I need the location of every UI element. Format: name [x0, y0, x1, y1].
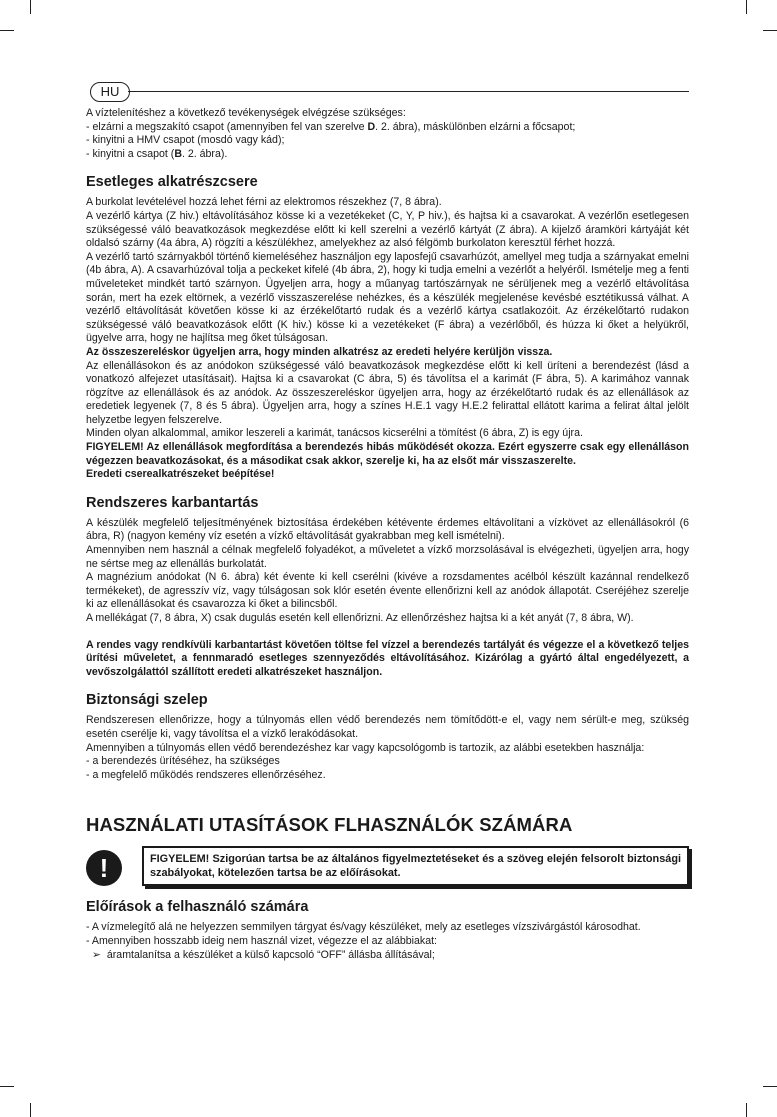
arrow-bullet-icon: ➢	[92, 948, 101, 961]
list-item: - a berendezés ürítéséhez, ha szükséges	[86, 755, 280, 768]
paragraph: A mellékágat (7, 8 ábra, X) csak dugulás esetén kell ellenőrizni. Az ellenőrzéshez hajtsa ki a két anyát (7, 8 ábra, W).	[86, 612, 634, 624]
intro-item: - kinyitni a csapot (B. 2. ábra).	[86, 147, 228, 160]
list-item: - Amennyiben hosszabb ideig nem használ vizet, végezze el az alábbiakat:	[86, 934, 437, 947]
warning-paragraph: FIGYELEM! Az ellenállások megfordítása a berendezés hibás működését okozza. Ezért egyszerre csak egy ellenálláson végezzen beavatkozásokat, és a másodikat csak akkor, szerelje ki, ha az elsőt már visszaszerelte.	[86, 441, 689, 467]
crop-mark	[30, 0, 31, 14]
crop-mark	[746, 1103, 747, 1117]
section-title-user-rules: Előírások a felhasználó számára	[86, 899, 309, 916]
crop-mark	[746, 0, 747, 14]
section-title-maintenance: Rendszeres karbantartás	[86, 494, 259, 511]
crop-mark	[0, 1086, 14, 1087]
crop-mark	[0, 30, 14, 31]
crop-mark	[763, 1086, 777, 1087]
paragraph: A vezérlő tartó szárnyakból történő kiemeléséhez használjon egy laposfejű csavarhúzót, amellyel meg tudja a szárnyakat emelni (4b ábra, A). A csavarhúzóval tolja a peckeket kifelé (4b ábra, 2), hogy ki tudja emelni a vezérlőt a helyéről. Ismételje meg a fenti műveleteket mindkét tartó szárnyon. Ügyeljen arra, hogy a műanyag tartószárnyak ne sérüljenek meg a vezérlő eltávolítása során, mert ha ezek eltörnek, a vezérlő visszaszerelése nehézkes, és a készülék megjelenése kevésbé esztétikussá válhat. A vezérlő eltávolítását követően kösse ki az érzékelőtartó rudak és a vezérlő kártya csatlakozóit. Az érzékelőtartó rudakon szükségessé váló beavatkozások előtt (K hiv.) kösse ki a vezetékeket (F ábra) a vezérlőből, és húzza ki őket a helyükről, ügyelve arra, hogy ne hajlítsa meg őket túlságosan.	[86, 250, 689, 345]
intro-item: - kinyitni a HMV csapot (mosdó vagy kád);	[86, 134, 285, 147]
paragraph-bold: A rendes vagy rendkívüli karbantartást követően töltse fel vízzel a berendezés tartályát és végezze el a következő teljes ürítési műveletet, a fennmaradó esetleges szennyeződés eltávolításához. Kizárólag a gyártó által engedélyezett, a vevőszolgálattól szállított eredeti alkatrészeket használjon.	[86, 638, 689, 678]
section-title-parts-replacement: Esetleges alkatrészcsere	[86, 174, 258, 191]
paragraph: Amennyiben nem használ a célnak megfelelő folyadékot, a műveletet a vízkő morzsolásával is elvégezheti, ügyeljen arra, hogy ne sértse meg az ellenállás burkolatát.	[86, 544, 689, 570]
language-header	[86, 82, 689, 104]
crop-mark	[30, 1103, 31, 1117]
paragraph: A magnézium anódokat (N 6. ábra) két évente ki kell cserélni (kivéve a rozsdamentes acélból készült kazánnal rendelkező termékeket), de agresszív víz, vagy túlságosan sok klór esetén évente ellenőrizni kell az anódok állapotát. Cseréjéhez szerelje ki az ellenállásokat és csavarozza ki őket a bilincsből.	[86, 571, 689, 611]
crop-mark	[763, 30, 777, 31]
paragraph-bold: Eredeti cserealkatrészeket beépítése!	[86, 468, 275, 481]
paragraph: Az ellenállásokon és az anódokon szükségessé váló beavatkozások megkezdése előtt ki kell üríteni a berendezést (lásd a vonatkozó alfejezet utasításait). Hajtsa ki a csavarokat (C ábra, 5) és távolítsa el a karimát (F ábra, 5). A karimához vannak rögzítve az ellenállások és az anódok. Az összeszereléskor ügyeljen arra, hogy az érzékelőtartó rudak és az ellenállások az eredetiek legyenek (7, 8 és 5 ábra). Ügyeljen arra, hogy a színes H.E.1 vagy H.E.2 felirattal ellátott karima a felirat által jelölt helyzetbe legyen felszerelve.	[86, 359, 689, 426]
paragraph: A készülék megfelelő teljesítményének biztosítása érdekében kétévente érdemes eltávolítani a vízkövet az ellenállásokról (6 ábra, R) (nagyon kemény víz esetén a vízkő eltávolítását gyakrabban meg kell ismételni).	[86, 516, 689, 543]
list-item: - a megfelelő működés rendszeres ellenőrzéséhez.	[86, 768, 326, 781]
paragraph: Minden olyan alkalommal, amikor leszereli a karimát, tanácsos kicserélni a tömítést (6 ábra, Z) is egy újra.	[86, 427, 583, 440]
main-title: HASZNÁLATI UTASÍTÁSOK FLHASZNÁLÓK SZÁMÁRA	[86, 814, 573, 836]
paragraph: Amennyiben a túlnyomás ellen védő berendezéshez kar vagy kapcsológomb is tartozik, az alábbi esetekben használja:	[86, 741, 645, 754]
section-title-safety-valve: Biztonsági szelep	[86, 692, 208, 709]
paragraph: A vezérlő kártya (Z hiv.) eltávolításához kösse ki a vezetékeket (C, Y, P hiv.), és hajtsa ki a csavarokat. A vezérlőn esetlegesen szükségessé váló beavatkozások megkezdése előtt ki kell szerelni a vezérlő kártyát (Z ábra). A kijelző áramköri kártyáját két oldalsó szárny (4a ábra, A) rögzíti a készülékhez, amelyekhez az alsó félgömb burkolaton keresztül férhet hozzá.	[86, 209, 689, 250]
header-rule	[128, 91, 689, 92]
language-badge: HU	[90, 82, 130, 102]
paragraph: Rendszeresen ellenőrizze, hogy a túlnyomás ellen védő berendezés nem tömítődött-e el, vagy nem sérült-e meg, szükség esetén cserélje ki, vagy távolítsa el a vízkő lerakódásokat.	[86, 714, 689, 740]
exclamation-icon: !	[86, 850, 122, 886]
warning-block	[86, 846, 689, 886]
document-body	[86, 107, 689, 962]
sub-list-item: ➢ áramtalanítsa a készüléket a külső kapcsoló “OFF” állásba állításával;	[92, 948, 435, 961]
warning-box: FIGYELEM! Szigorúan tartsa be az általános figyelmeztetéseket és a szöveg elején felsorolt biztonsági szabályokat, kötelezően tartsa be az előírásokat.	[142, 846, 689, 886]
intro-item: - elzárni a megszakító csapot (amennyiben fel van szerelve D. 2. ábra), máskülönben elzárni a főcsapot;	[86, 120, 576, 133]
intro-lead: A víztelenítéshez a következő tevékenységek elvégzése szükséges:	[86, 107, 406, 119]
paragraph: A burkolat levételével hozzá lehet férni az elektromos részekhez (7, 8 ábra).	[86, 196, 442, 209]
list-item: - A vízmelegítő alá ne helyezzen semmilyen tárgyat és/vagy készüléket, mely az esetleges vízszivárgástól károsodhat.	[86, 921, 641, 934]
paragraph-bold: Az összeszereléskor ügyeljen arra, hogy minden alkatrész az eredeti helyére kerüljön vissza.	[86, 345, 553, 358]
